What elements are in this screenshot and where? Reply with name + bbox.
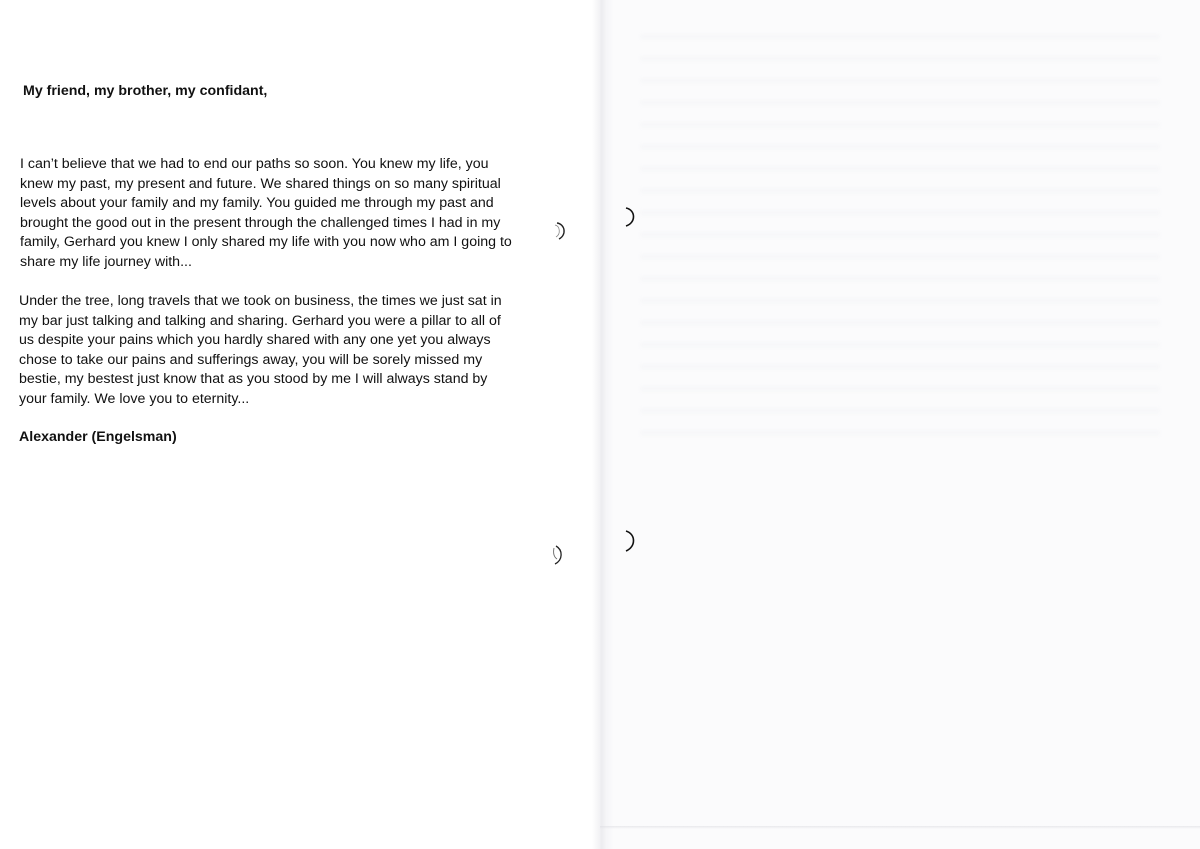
- letter-signature: Alexander (Engelsman): [19, 429, 177, 445]
- page-bottom-edge: [600, 826, 1200, 829]
- paragraph-line: knew my past, my present and future. We shared things on so many spiritual: [20, 175, 501, 192]
- paragraph-line: chose to take our pains and sufferings away, you will be sorely missed my: [19, 351, 483, 368]
- paragraph-line: family, Gerhard you knew I only shared my life with you now who am I going to: [20, 234, 512, 251]
- punch-hole-icon: [622, 206, 644, 228]
- letter-paragraph-2: [19, 292, 589, 410]
- letter-salutation: My friend, my brother, my confidant,: [23, 83, 268, 99]
- paragraph-line: my bar just talking and talking and sharing. Gerhard you were a pillar to all of: [19, 312, 501, 329]
- paragraph-line: levels about your family and my family. You guided me through my past and: [20, 195, 494, 212]
- page-fold: [592, 0, 614, 849]
- punch-hole-icon: [622, 529, 644, 551]
- paragraph-line: bestie, my bestest just know that as you stood by me I will always stand by: [19, 371, 488, 388]
- paragraph-line: I can’t believe that we had to end our paths so soon. You knew my life, you: [20, 156, 489, 172]
- punch-hole-icon: [551, 220, 573, 242]
- letter-paragraph-1: [20, 155, 580, 273]
- show-through-text: [640, 20, 1160, 440]
- paragraph-line: brought the good out in the present through the challenged times I had in my: [20, 214, 501, 231]
- paragraph-line: your family. We love you to eternity...: [19, 390, 250, 407]
- paragraph-line: Under the tree, long travels that we took on business, the times we just sat in: [19, 293, 502, 309]
- punch-hole-icon: [547, 543, 569, 565]
- paragraph-line: share my life journey with...: [20, 253, 192, 270]
- paragraph-line: us despite your pains which you hardly shared with any one yet you always: [19, 332, 491, 349]
